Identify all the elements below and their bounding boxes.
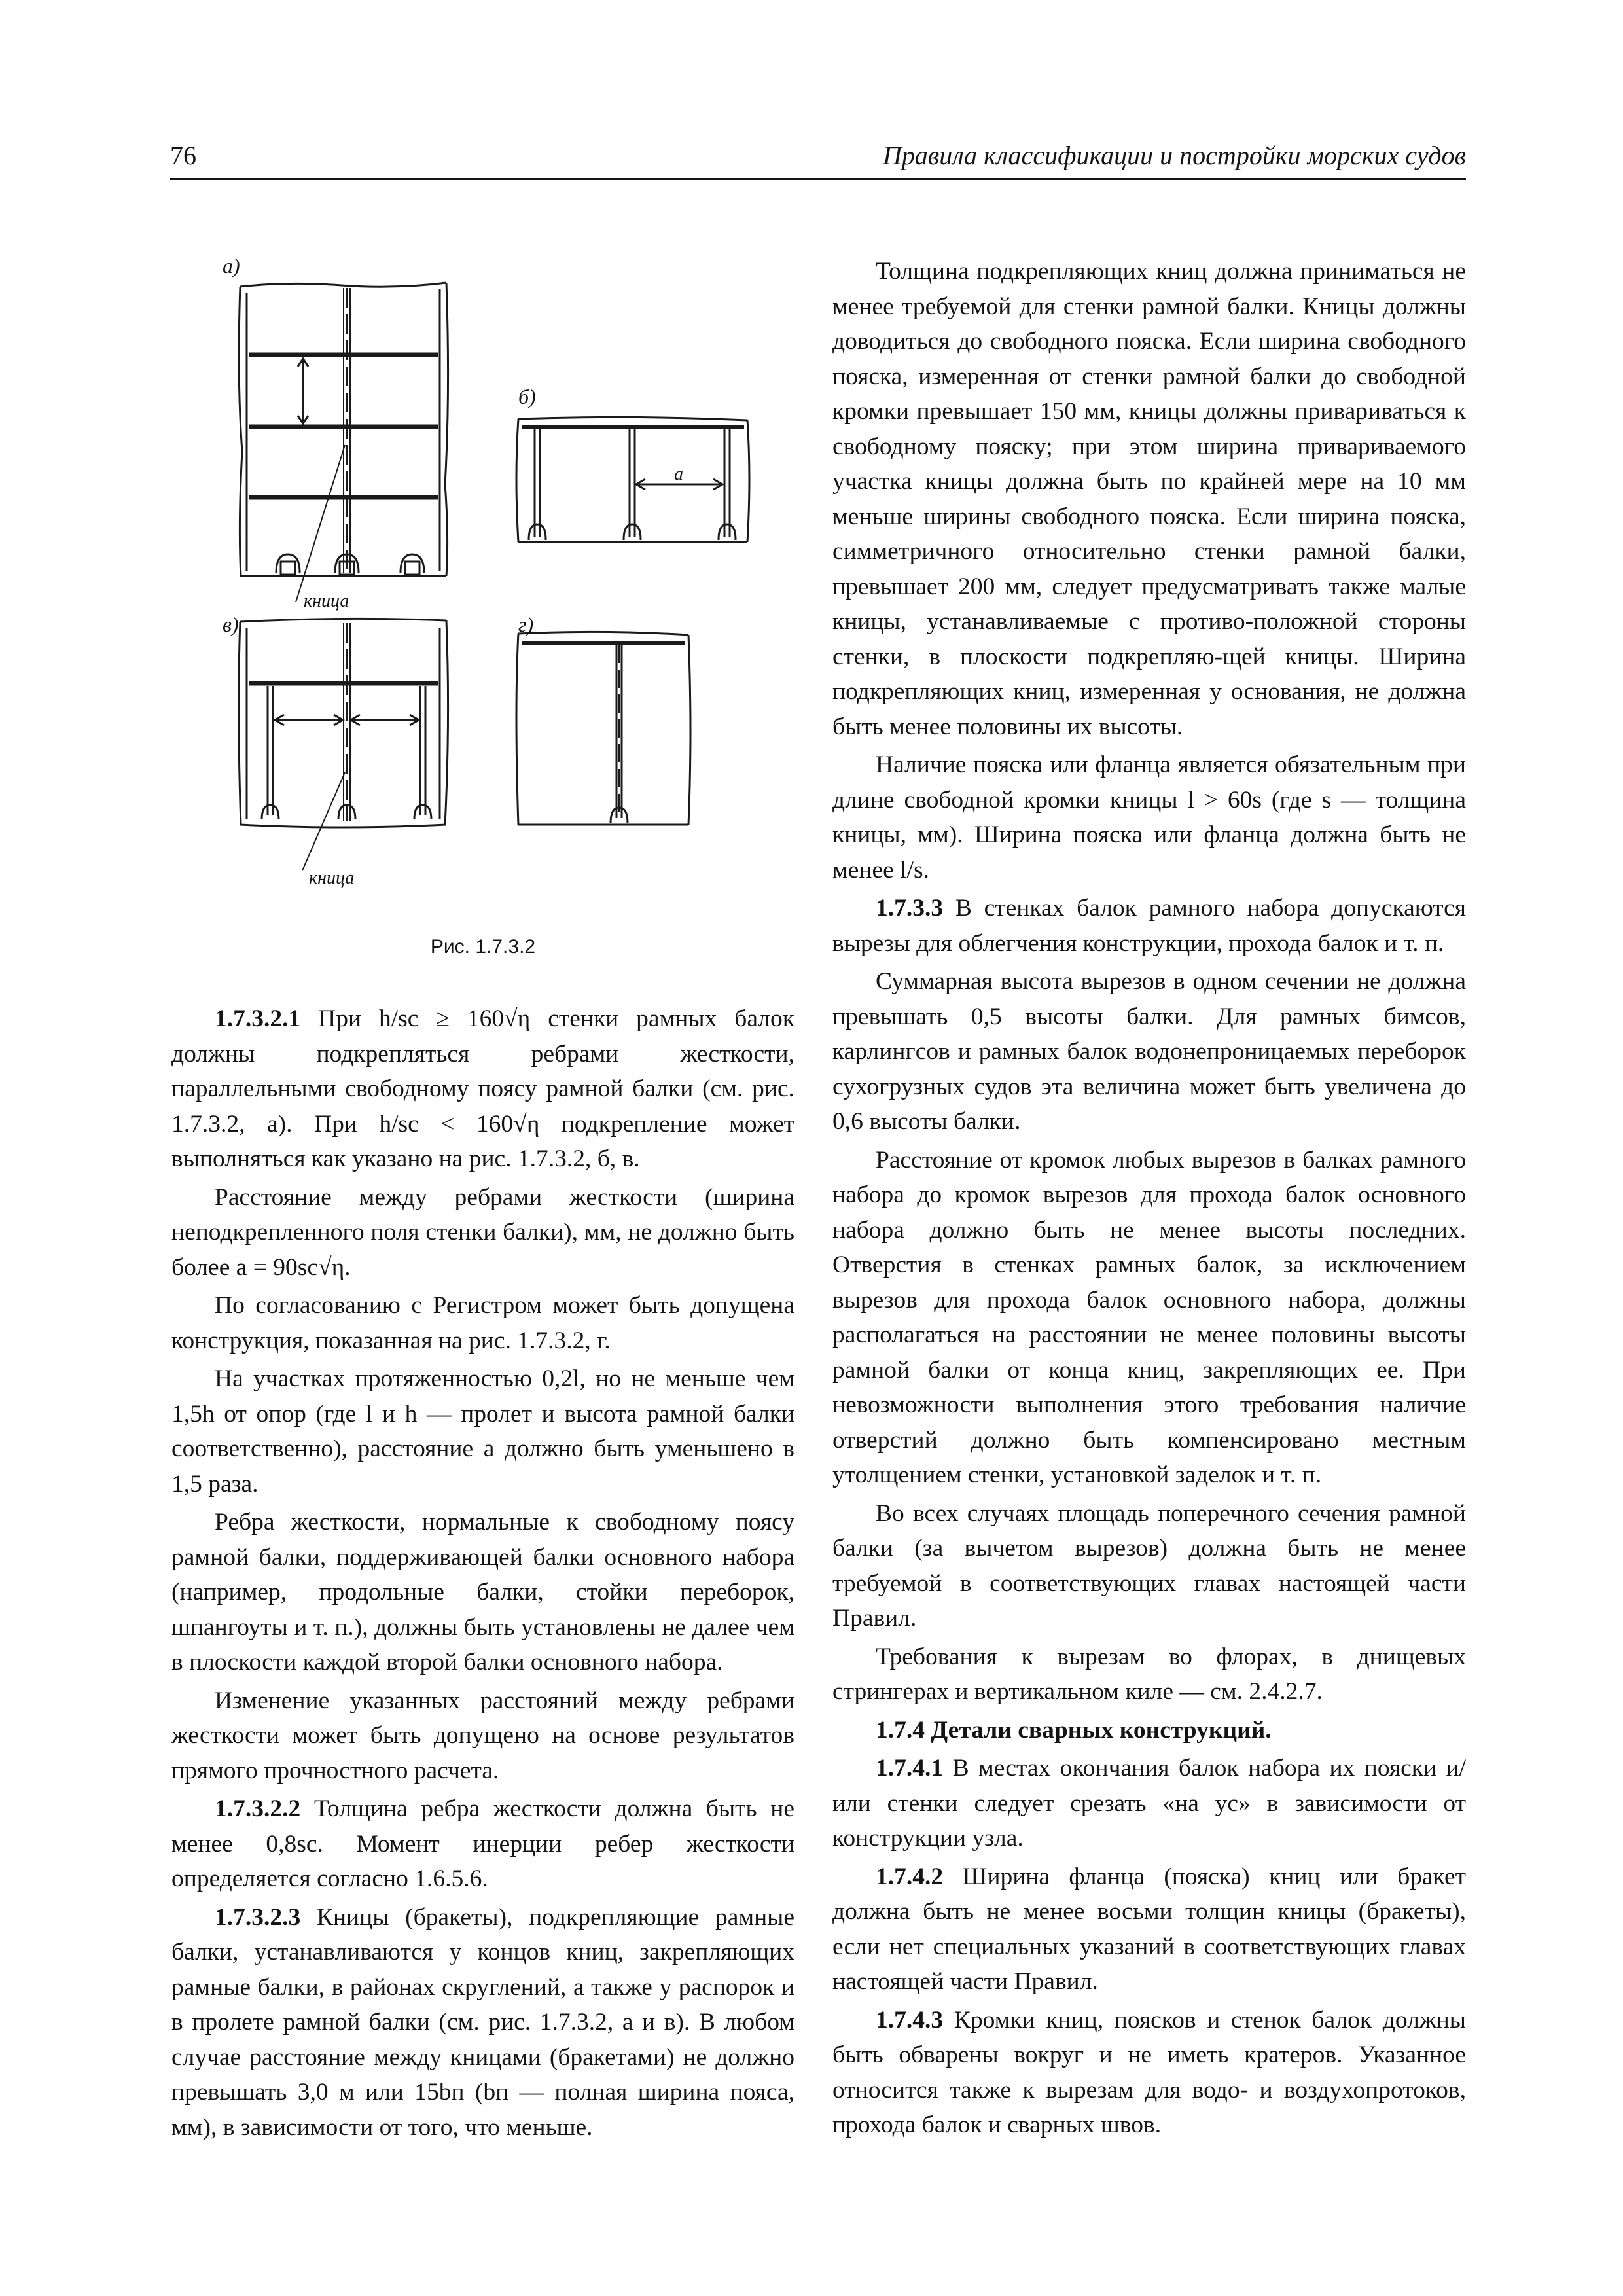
bracket-label: кница bbox=[304, 591, 349, 611]
paragraph: 1.7.3.2.1 При h/sc ≥ 160√η стенки рамных балок должны подкрепляться ребрами жесткости, параллельными свободному поясу рамной балки (см. рис. 1.7.3.2, а). При h/sc < 160√η подкрепление может выполняться как указано на рис. 1.7.3.2, б, в. bbox=[171, 1005, 794, 1172]
panel-v bbox=[239, 619, 448, 870]
section-heading: 1.7.4 Детали сварных конструкций. bbox=[876, 1716, 1272, 1744]
figure-drawing bbox=[171, 249, 794, 929]
paragraph: Расстояние от кромок любых вырезов в балках рамного набора до кромок вырезов для прохода балок основного набора должно быть не менее высоты последних. Отверстия в стенках рамных балок, за исключением вырезов для прохода балок основного набора, должны располагаться на расстоянии не менее половины высоты рамной балки от конца книц, закрепляющих ее. При невозможности выполнения этого требования наличие отверстий должно быть компенсировано местным утолщением стенки, установкой заделок и т. п. bbox=[832, 1146, 1466, 1488]
paragraph: 1.7.3.2.2 Толщина ребра жесткости должна быть не менее 0,8sc. Момент инерции ребер жесткости определяется согласно 1.6.5.6. bbox=[171, 1795, 794, 1892]
dimension-a-label: a bbox=[674, 464, 683, 484]
figure-1-7-3-2 bbox=[171, 249, 794, 969]
paragraph: На участках протяженностью 0,2l, но не меньше чем 1,5h от опор (где l и h — пролет и высота рамной балки соответственно), расстояние a должно быть уменьшено в 1,5 раза. bbox=[171, 1365, 794, 1498]
paragraph: Суммарная высота вырезов в одном сечении не должна превышать 0,5 высоты балки. Для рамных бимсов, карлингсов и рамных балок водонепроницаемых переборок сухогрузных судов эта величина может быть увеличена до 0,6 высоты балки. bbox=[832, 968, 1466, 1135]
paragraph: 1.7.4.3 Кромки книц, поясков и стенок балок должны быть обварены вокруг и не иметь кратеров. Указанное относится также к вырезам для водо- и воздухопротоков, прохода балок и сварных швов. bbox=[832, 2006, 1466, 2138]
paragraph: 1.7.3.3 В стенках балок рамного набора допускаются вырезы для облегчения конструкции, прохода балок и т. п. bbox=[832, 895, 1466, 957]
paragraph: Во всех случаях площадь поперечного сечения рамной балки (за вычетом вырезов) должна быть не менее требуемой в соответствующих главах настоящей части Правил. bbox=[832, 1499, 1466, 1632]
panel-v-label: в) bbox=[223, 613, 239, 636]
header-rule bbox=[170, 178, 1466, 180]
paragraph: Толщина подкрепляющих книц должна приниматься не менее требуемой для стенки рамной балки. Кницы должны доводиться до свободного пояска. Если ширина свободного пояска, измеренная от стенки рамной балки до свободной кромки превышает 150 мм, кницы должны привариваться к свободному пояску; при этом ширина привариваемого участка кницы должна быть по крайней мере на 10 мм меньше ширины свободного пояска. Если ширина пояска, симметричного относительно стенки рамной балки, превышает 200 мм, следует предусматривать также малые кницы, устанавливаемые с противо-положной стороны стенки, в плоскости подкрепляю-щей кницы. Ширина подкрепляющих книц, измеренная у основания, не должна быть менее половины их высоты. bbox=[832, 258, 1466, 740]
left-text bbox=[171, 1001, 794, 2145]
paragraph: По согласованию с Регистром может быть допущена конструкция, показанная на рис. 1.7.3.2, г. bbox=[171, 1292, 794, 1354]
paragraph: Расстояние между ребрами жесткости (ширина неподкрепленного поля стенки балки), мм, не должно быть более a = 90sc√η. bbox=[171, 1183, 794, 1281]
left-column bbox=[171, 249, 794, 2141]
panel-b-label: б) bbox=[518, 385, 536, 408]
paragraph: 1.7.4.2 Ширина фланца (пояска) книц или бракет должна быть не менее восьми толщин кницы (бракеты), если нет специальных указаний в соответствующих главах настоящей части Правил. bbox=[832, 1863, 1466, 1995]
paragraph: Изменение указанных расстояний между ребрами жесткости может быть допущено на основе результатов прямого прочностного расчета. bbox=[171, 1687, 794, 1784]
paragraph: Требования к вырезам во флорах, в днищевых стрингерах и вертикальном киле — см. 2.4.2.7. bbox=[832, 1643, 1466, 1705]
panel-g bbox=[516, 632, 690, 825]
running-title: Правила классификации и постройки морских судов bbox=[882, 141, 1466, 170]
paragraph: 1.7.3.2.3 Кницы (бракеты), подкрепляющие рамные балки, устанавливаются у концов книц, закрепляющих рамные балки, в районах скруглений, а также у распорок и в пролете рамной балки (см. рис. 1.7.3.2, а и в). В любом случае расстояние между кницами (бракетами) не должно превышать 3,0 м или 15bп (bп — полная ширина пояса, мм), в зависимости от того, что меньше. bbox=[171, 1903, 794, 2141]
paragraph: Ребра жесткости, нормальные к свободному поясу рамной балки, поддерживающей балки основного набора (например, продольные балки, стойки переборок, шпангоуты и т. п.), должны быть установлены не далее чем в плоскости каждой второй балки основного набора. bbox=[171, 1509, 794, 1676]
panel-a bbox=[239, 283, 448, 602]
paragraph: 1.7.4.1 В местах окончания балок набора их пояски и/или стенки следует срезать «на ус» в зависимости от конструкции узла. bbox=[832, 1755, 1466, 1852]
panel-g-label: г) bbox=[518, 613, 534, 636]
right-column bbox=[832, 254, 1466, 2143]
bracket-label-2: кница bbox=[309, 868, 355, 888]
page-number: 76 bbox=[170, 141, 196, 170]
page-header bbox=[170, 134, 1466, 180]
figure-caption: Рис. 1.7.3.2 bbox=[430, 936, 536, 958]
panel-b bbox=[516, 417, 749, 542]
panel-a-label: а) bbox=[223, 254, 240, 278]
paragraph: Наличие пояска или фланца является обязательным при длине свободной кромки кницы l > 60s (где s — толщина кницы, мм). Ширина пояска или фланца должна быть не менее l/s. bbox=[832, 751, 1466, 884]
